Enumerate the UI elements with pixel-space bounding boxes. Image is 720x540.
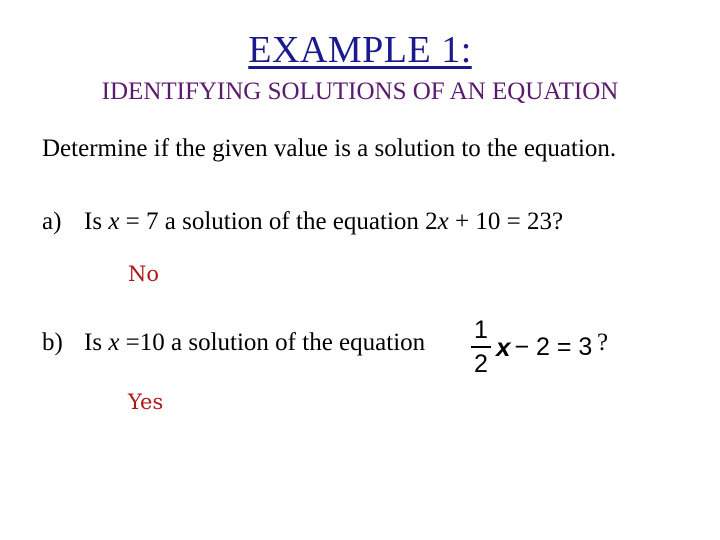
question-b: b) Is x =10 a solution of the equation (42, 327, 425, 359)
equation-b (471, 312, 592, 382)
question-a: a) Is x = 7 a solution of the equation 2x + 10 = 23? (42, 206, 563, 238)
fraction-bar (471, 346, 491, 348)
fraction-numerator: 1 (474, 316, 488, 344)
fraction (471, 316, 491, 378)
question-b-end: ? (597, 329, 609, 356)
question-a-label: a) (42, 208, 62, 235)
answer-b: Yes (128, 390, 164, 414)
fraction-denominator: 2 (474, 350, 488, 378)
question-b-label: b) (42, 329, 63, 356)
answer-a: No (128, 262, 160, 286)
slide-subtitle: IDENTIFYING SOLUTIONS OF AN EQUATION (101, 78, 619, 105)
slide-title: EXAMPLE 1: (248, 29, 472, 71)
equation-variable: x (496, 331, 511, 362)
equation-rest: − 2 = 3 (514, 332, 593, 361)
intro-text: Determine if the given value is a solution to the equation. (42, 135, 617, 162)
